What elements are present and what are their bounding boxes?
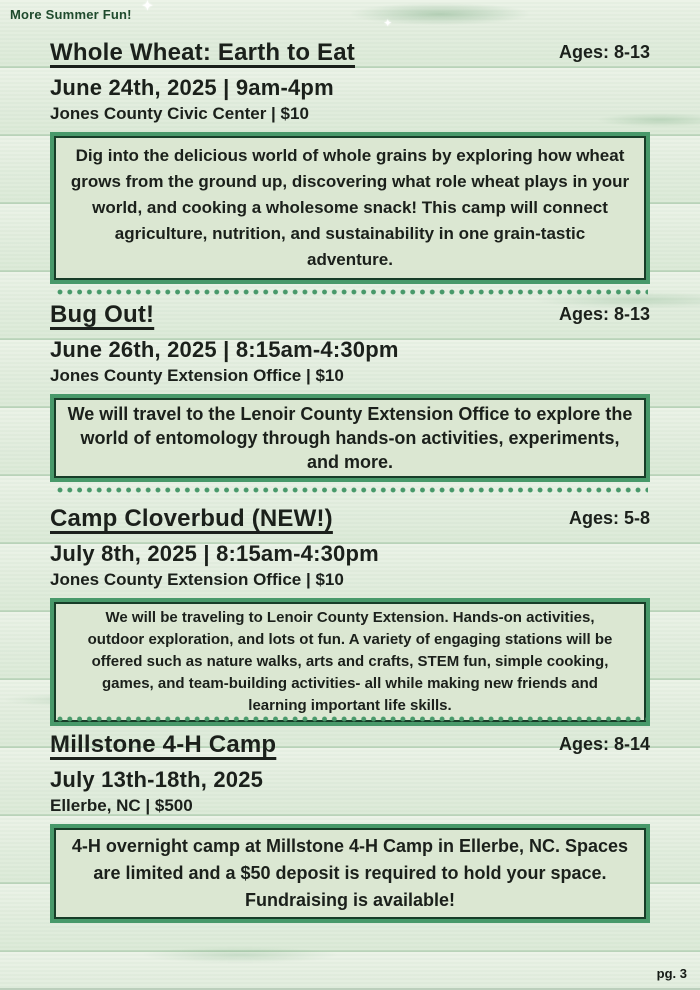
sparkle-icon: ✦ xyxy=(384,18,392,28)
dotted-divider xyxy=(57,487,648,493)
camp-title: Camp Cloverbud (NEW!) xyxy=(50,505,333,532)
camp-location-price: Ellerbe, NC | $500 xyxy=(50,796,193,815)
camp-description: Dig into the delicious world of whole grains by exploring how wheat grows from the ground up, discovering what role wheat plays in your world, and cooking a wholesome snack! This camp will connect agriculture, nutrition, and sustainability in one grain-tastic adventure. xyxy=(70,146,630,269)
dotted-divider xyxy=(57,716,648,722)
camp-title-row xyxy=(50,730,650,760)
camp-description: We will travel to the Lenoir County Extension Office to explore the world of entomology through hands-on activities, experiments, and more. xyxy=(67,404,633,472)
camp-description-box xyxy=(50,598,650,726)
page-number: pg. 3 xyxy=(656,966,687,981)
camp-location-price: Jones County Extension Office | $10 xyxy=(50,366,344,385)
camp-ages-badge: Ages: 8-13 xyxy=(558,42,650,62)
camp-datetime: June 26th, 2025 | 8:15am-4:30pm xyxy=(50,337,399,362)
camp-title-row xyxy=(50,38,650,68)
camp-description-box xyxy=(50,394,650,482)
camp-datetime: July 8th, 2025 | 8:15am-4:30pm xyxy=(50,541,379,566)
camp-title-row xyxy=(50,300,650,330)
camp-ages-badge: Ages: 8-14 xyxy=(558,734,650,754)
camp-datetime: July 13th-18th, 2025 xyxy=(50,767,264,792)
camp-description: We will be traveling to Lenoir County Extension. Hands-on activities, outdoor exploration, and lots ot fun. A variety of engaging stations will be offered such as nature walks, arts and crafts, STEM fun, simple cooking, games, and team-building activities- all while making new friends and learning important life skills. xyxy=(87,609,613,714)
camp-datetime: June 24th, 2025 | 9am-4pm xyxy=(50,75,334,100)
camp-description: 4-H overnight camp at Millstone 4-H Camp in Ellerbe, NC. Spaces are limited and a $50 deposit is required to hold your space. Fundraising is available! xyxy=(71,836,629,910)
sparkle-icon: ✦ xyxy=(142,0,153,13)
camp-title-row xyxy=(50,504,650,534)
camp-location-price: Jones County Civic Center | $10 xyxy=(50,104,309,123)
camp-title: Bug Out! xyxy=(50,301,155,328)
camp-title: Millstone 4-H Camp xyxy=(50,731,277,758)
camp-section-cloverbud xyxy=(50,504,650,726)
page-top-note: More Summer Fun! xyxy=(10,7,132,22)
camp-description-box xyxy=(50,824,650,923)
camp-section-millstone xyxy=(50,730,650,923)
camp-description-box xyxy=(50,132,650,284)
camp-title: Whole Wheat: Earth to Eat xyxy=(50,39,355,66)
camp-location-price: Jones County Extension Office | $10 xyxy=(50,570,344,589)
dotted-divider xyxy=(57,289,648,295)
camp-ages-badge: Ages: 5-8 xyxy=(568,508,650,528)
camp-section-whole-wheat xyxy=(50,38,650,284)
camp-ages-badge: Ages: 8-13 xyxy=(558,304,650,324)
camp-section-bug-out xyxy=(50,300,650,482)
